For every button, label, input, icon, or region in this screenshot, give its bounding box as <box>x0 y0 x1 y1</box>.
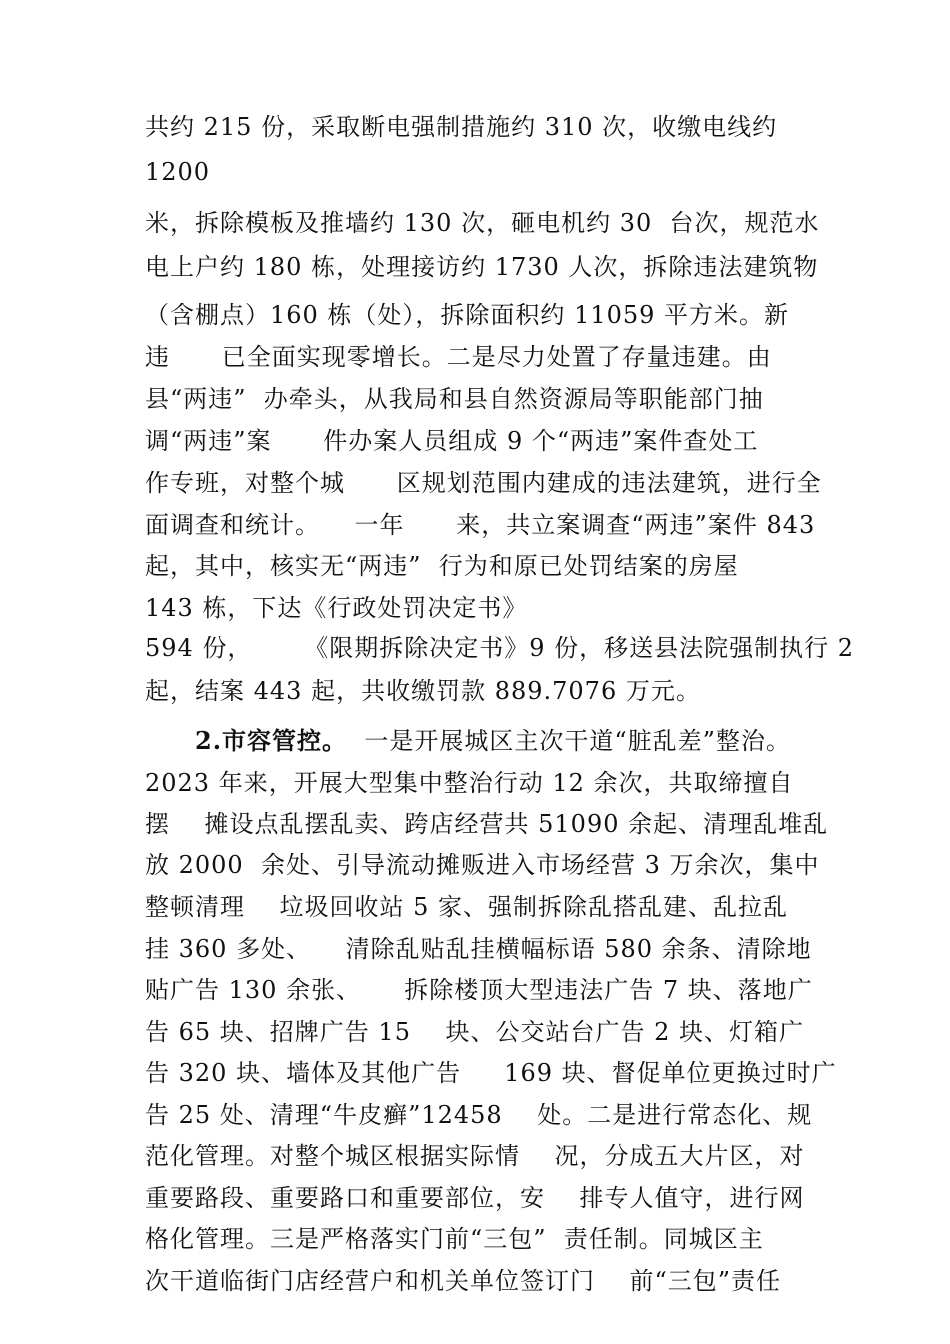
text-line: 共约 215 份，采取断电强制措施约 310 次，收缴电线约 <box>145 113 778 141</box>
text-line: 次干道临街门店经营户和机关单位签订门 前“三包”责任 <box>145 1267 782 1295</box>
text-line: 起，其中，核实无“两违” 行为和原已处罚结案的房屋 <box>145 552 739 580</box>
text-line: 2023 年来，开展大型集中整治行动 12 余次，共取缔擅自 <box>145 769 794 797</box>
text-line: 米，拆除模板及推墙约 130 次，砸电机约 30 台次，规范水 <box>145 209 820 237</box>
text-line: 摆 摊设点乱摆乱卖、跨店经营共 51090 余起、清理乱堆乱 <box>145 810 829 838</box>
text-line: 告 65 块、招牌广告 15 块、公交站台广告 2 块、灯箱广 <box>145 1018 805 1046</box>
section-heading: 2.市容管控。 <box>195 726 348 755</box>
text-line: 调“两违”案 件办案人员组成 9 个“两违”案件查处工 <box>145 427 759 455</box>
text-line: 面调查和统计。 一年 来，共立案调查“两违”案件 843 <box>145 511 816 539</box>
text-line: 范化管理。对整个城区根据实际情 况，分成五大片区，对 <box>145 1142 805 1170</box>
section-first-line <box>195 726 791 756</box>
text-line: 电上户约 180 栋，处理接访约 1730 人次，拆除违法建筑物 <box>145 253 819 281</box>
text-line: 告 320 块、墙体及其他广告 169 块、督促单位更换过时广 <box>145 1059 837 1087</box>
text-line: 放 2000 余处、引导流动摊贩进入市场经营 3 万余次，集中 <box>145 851 820 879</box>
text-line: （含棚点）160 栋（处），拆除面积约 11059 平方米。新 <box>145 301 790 329</box>
text-line: 1200 <box>145 158 211 186</box>
text-line: 594 份， 《限期拆除决定书》9 份，移送县法院强制执行 2 <box>145 634 855 662</box>
text-line: 贴广告 130 余张、 拆除楼顶大型违法广告 7 块、落地广 <box>145 976 813 1004</box>
text-line: 起，结案 443 起，共收缴罚款 889.7076 万元。 <box>145 677 701 705</box>
text-line: 挂 360 多处、 清除乱贴乱挂横幅标语 580 余条、清除地 <box>145 935 812 963</box>
text-line: 143 栋，下达《行政处罚决定书》 <box>145 594 528 622</box>
text-line: 违 已全面实现零增长。二是尽力处置了存量违建。由 <box>145 343 772 371</box>
text-line: 重要路段、重要路口和重要部位，安 排专人值守，进行网 <box>145 1184 805 1212</box>
text-line: 告 25 处、清理“牛皮癣”12458 处。二是进行常态化、规 <box>145 1101 813 1129</box>
text-line: 县“两违” 办牵头，从我局和县自然资源局等职能部门抽 <box>145 385 764 413</box>
text-line: 整顿清理 垃圾回收站 5 家、强制拆除乱搭乱建、乱拉乱 <box>145 893 789 921</box>
section-first-line-text: 一是开展城区主次干道“脏乱差”整治。 <box>347 727 791 755</box>
text-line: 作专班，对整个城 区规划范围内建成的违法建筑，进行全 <box>145 469 822 497</box>
text-line: 格化管理。三是严格落实门前“三包” 责任制。同城区主 <box>145 1225 764 1253</box>
